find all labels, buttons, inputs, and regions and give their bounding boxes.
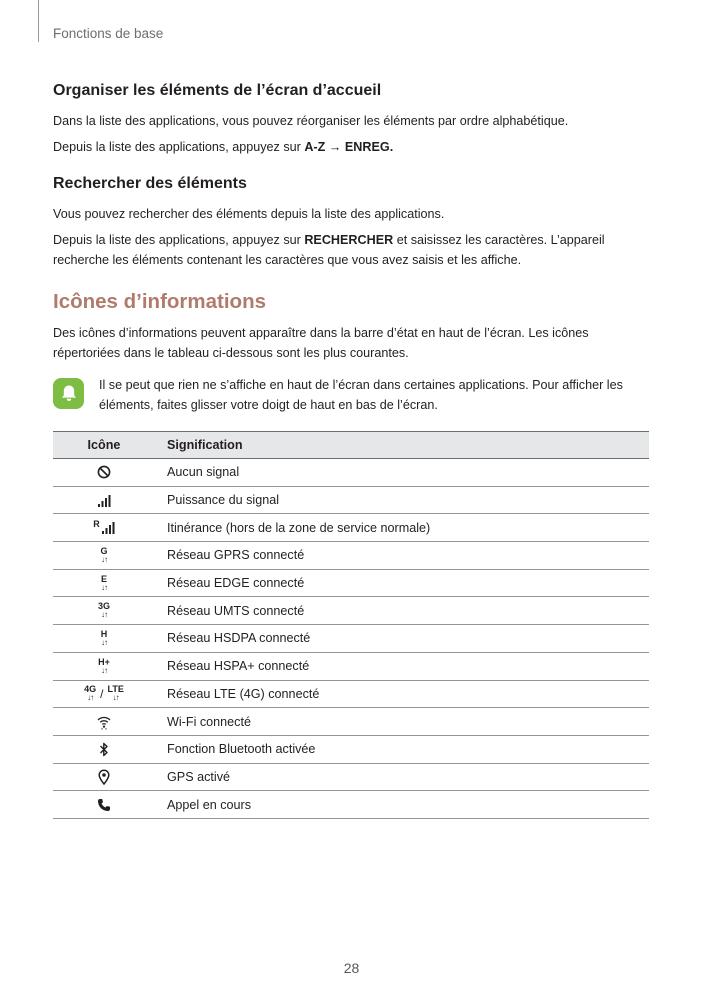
- data-arrows-icon: ↓↑: [100, 582, 107, 592]
- paragraph: [53, 230, 653, 270]
- table-row: [53, 569, 649, 597]
- table-row: [53, 735, 649, 763]
- note-text: Il se peut que rien ne s’affiche en haut de l’écran dans certaines applications. Pour afficher les éléments, faites glisser votre doigt de haut en bas de l’écran.: [99, 378, 623, 412]
- hspa-plus-icon: [98, 656, 110, 676]
- table-row: [53, 459, 649, 487]
- header-divider: [38, 0, 39, 42]
- data-arrows-icon: ↓↑: [100, 554, 107, 564]
- meaning-cell: Réseau HSPA+ connecté: [155, 652, 649, 680]
- roaming-badge: R: [93, 518, 100, 529]
- meaning-cell: Réseau LTE (4G) connecté: [155, 680, 649, 708]
- page-content: [53, 82, 653, 819]
- data-arrows-icon: ↓↑: [100, 610, 107, 620]
- section-label: Fonctions de base: [53, 26, 164, 41]
- key-label: A-Z: [304, 140, 326, 154]
- meaning-cell: Fonction Bluetooth activée: [155, 735, 649, 763]
- hsdpa-icon: [101, 628, 108, 648]
- section-title-info-icons: Icônes d’informations: [53, 290, 266, 313]
- gps-icon: [98, 767, 110, 787]
- meaning-cell: Réseau GPRS connecté: [155, 542, 649, 570]
- meaning-cell: Réseau EDGE connecté: [155, 569, 649, 597]
- arrow: →: [325, 140, 345, 154]
- network-badge: G: [100, 545, 108, 556]
- subheading-search: Rechercher des éléments: [53, 175, 247, 192]
- phone-call-icon: [97, 795, 111, 815]
- table-row: [53, 597, 649, 625]
- gprs-icon: [100, 545, 107, 565]
- table-row: [53, 486, 649, 514]
- text: et saisissez les caractères. L’appareil recherche les éléments contenant les caractères que vous avez saisis et les affiche.: [53, 233, 605, 267]
- paragraph: Des icônes d’informations peuvent apparaître dans la barre d’état en haut de l’écran. Les icônes répertoriées dans le tableau ci-dessous sont les plus courantes.: [53, 326, 589, 360]
- info-icons-table: [53, 431, 649, 819]
- roaming-icon: [93, 518, 115, 538]
- meaning-cell: Aucun signal: [155, 459, 649, 487]
- data-arrows-icon: ↓↑: [100, 665, 107, 675]
- network-badge: LTE: [107, 684, 124, 695]
- key-label: RECHERCHER: [304, 233, 394, 247]
- table-row: [53, 763, 649, 791]
- network-badge: 4G: [84, 684, 97, 695]
- data-arrows-icon: ↓↑: [101, 637, 107, 647]
- meaning-cell: GPS activé: [155, 763, 649, 791]
- network-badge: E: [100, 573, 107, 584]
- umts-icon: [98, 601, 110, 621]
- network-badge: H+: [98, 656, 110, 667]
- table-header-row: [53, 432, 649, 459]
- table-row: [53, 791, 649, 819]
- table-row: [53, 680, 649, 708]
- meaning-cell: Réseau UMTS connecté: [155, 597, 649, 625]
- text: Depuis la liste des applications, appuyez sur: [53, 140, 305, 154]
- page-number: 28: [343, 960, 360, 976]
- network-badge: H: [100, 628, 108, 639]
- separator: /: [100, 686, 104, 701]
- lte-icon: [84, 684, 124, 704]
- paragraph: Vous pouvez rechercher des éléments depuis la liste des applications.: [53, 207, 445, 221]
- meaning-cell: Itinérance (hors de la zone de service normale): [155, 514, 649, 542]
- column-header-meaning: Signification: [155, 432, 649, 459]
- wifi-icon: [96, 712, 112, 732]
- bluetooth-icon: [99, 739, 109, 759]
- no-signal-icon: [97, 462, 111, 482]
- bell-icon: [53, 378, 84, 409]
- table-row: [53, 652, 649, 680]
- paragraph: Dans la liste des applications, vous pouvez réorganiser les éléments par ordre alphabétique.: [53, 114, 569, 128]
- key-label: ENREG.: [344, 140, 394, 154]
- meaning-cell: Appel en cours: [155, 791, 649, 819]
- meaning-cell: Réseau HSDPA connecté: [155, 625, 649, 653]
- edge-icon: [101, 573, 107, 593]
- table-row: [53, 542, 649, 570]
- table-row: [53, 514, 649, 542]
- subheading-organize: Organiser les éléments de l’écran d’accueil: [53, 82, 382, 99]
- table-row: [53, 625, 649, 653]
- network-badge: 3G: [97, 601, 110, 612]
- note-callout: [53, 375, 653, 415]
- column-header-icon: Icône: [53, 432, 155, 459]
- meaning-cell: Puissance du signal: [155, 486, 649, 514]
- data-arrows-icon: ↓↑: [87, 693, 94, 703]
- paragraph: [53, 137, 653, 157]
- meaning-cell: Wi-Fi connecté: [155, 708, 649, 736]
- table-row: [53, 708, 649, 736]
- text: Depuis la liste des applications, appuyez sur: [53, 233, 305, 247]
- data-arrows-icon: ↓↑: [112, 693, 119, 703]
- signal-strength-icon: [97, 490, 111, 510]
